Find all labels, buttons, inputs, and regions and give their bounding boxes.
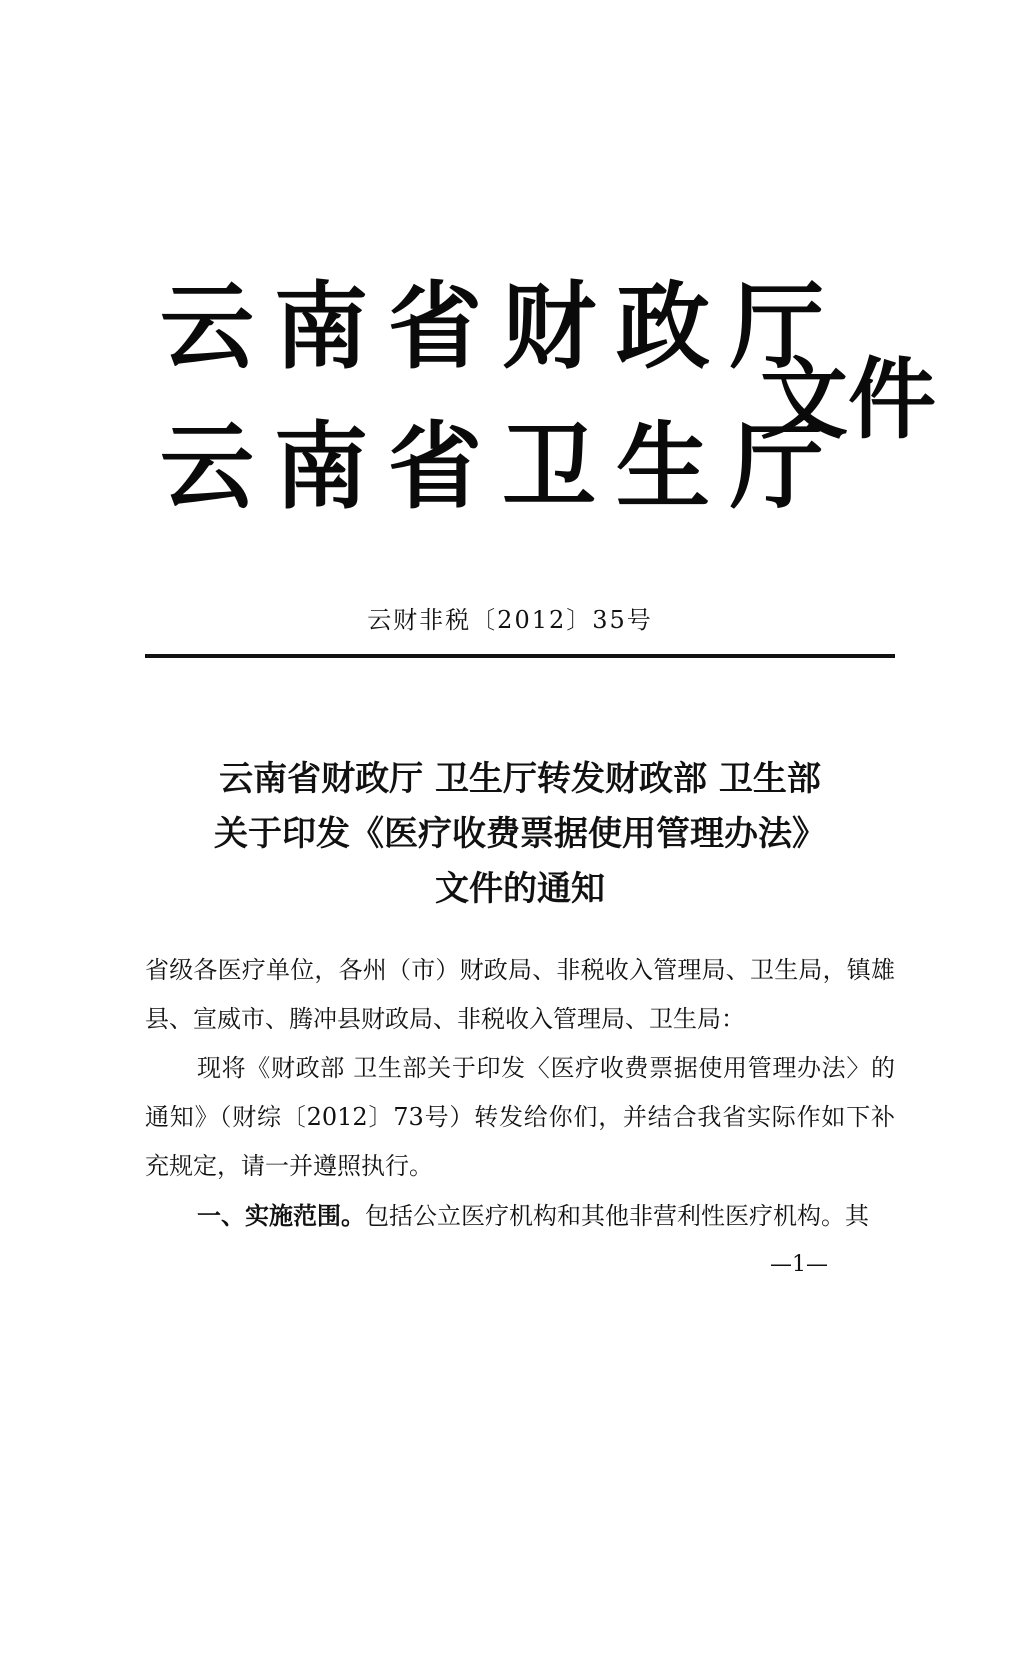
body-paragraph-1: 现将《财政部 卫生部关于印发〈医疗收费票据使用管理办法〉的通知》（财综〔2012〕73号）转发给你们，并结合我省实际作如下补充规定，请一并遵照执行。 [145, 1054, 895, 1180]
section-1-paragraph [145, 1191, 895, 1241]
document-body [145, 946, 895, 1241]
title-line-3: 文件的通知 [435, 869, 605, 909]
document-title [145, 752, 895, 917]
document-header [160, 270, 937, 530]
addressees-paragraph: 省级各医疗单位，各州（市）财政局、非税收入管理局、卫生局，镇雄县、宣威市、腾冲县财政局、非税收入管理局、卫生局： [145, 956, 895, 1033]
title-line-1: 云南省财政厅 卫生厅转发财政部 卫生部 [219, 759, 821, 799]
header-divider [145, 654, 895, 658]
section-1-text: 包括公立医疗机构和其他非营利性医疗机构。其 [365, 1202, 869, 1230]
section-1-heading: 一、实施范围。 [197, 1201, 365, 1230]
page-number: —1— [770, 1252, 828, 1277]
document-type-label: 文件 [760, 347, 937, 451]
issuer-line-finance: 云南省财政厅 [160, 272, 845, 382]
document-number: 云财非税〔2012〕35号 [367, 606, 653, 634]
title-line-2: 关于印发《医疗收费票据使用管理办法》 [214, 814, 826, 854]
issuer-line-health: 云南省卫生厅 [160, 412, 845, 522]
